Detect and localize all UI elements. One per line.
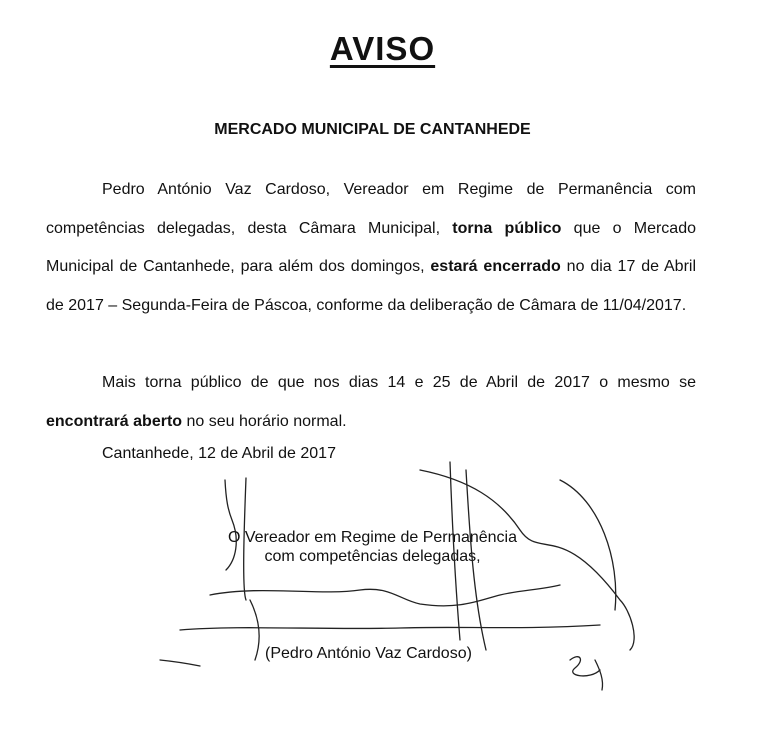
notice-subtitle: MERCADO MUNICIPAL DE CANTANHEDE	[214, 121, 531, 138]
emphasis-encontrara-aberto: encontrará aberto	[46, 412, 183, 430]
signatory-name: (Pedro António Vaz Cardoso)	[265, 645, 472, 662]
notice-title: AVISO	[329, 30, 436, 67]
paragraph-text: no seu horário normal.	[182, 412, 347, 430]
paragraph-opening-days	[46, 364, 696, 441]
paragraph-text: Pedro António Vaz Cardoso, Vereador em Regime de Permanência com competências delegadas, desta Câmara Municipal,	[46, 181, 696, 237]
paragraph-text: Mais torna público de que nos dias 14 e 25 de Abril de 2017 o mesmo se	[102, 374, 696, 391]
paragraph-text: que o Mercado Municipal de Cantanhede, para além dos domingos,	[46, 219, 696, 276]
signatory-role-line: O Vereador em Regime de Permanência	[227, 529, 518, 546]
emphasis-torna-publico: torna público	[452, 219, 562, 237]
emphasis-estara-encerrado: estará encerrado	[430, 258, 561, 276]
place-and-date: Cantanhede, 12 de Abril de 2017	[102, 445, 336, 462]
signatory-role-line: com competências delegadas,	[264, 548, 481, 565]
paragraph-announcement	[46, 171, 696, 325]
paragraph-text: no dia 17 de Abril de 2017 – Segunda-Feira de Páscoa, conforme da deliberação de Câmara de 11/04/2017.	[46, 258, 696, 314]
signatory-role	[200, 528, 545, 566]
